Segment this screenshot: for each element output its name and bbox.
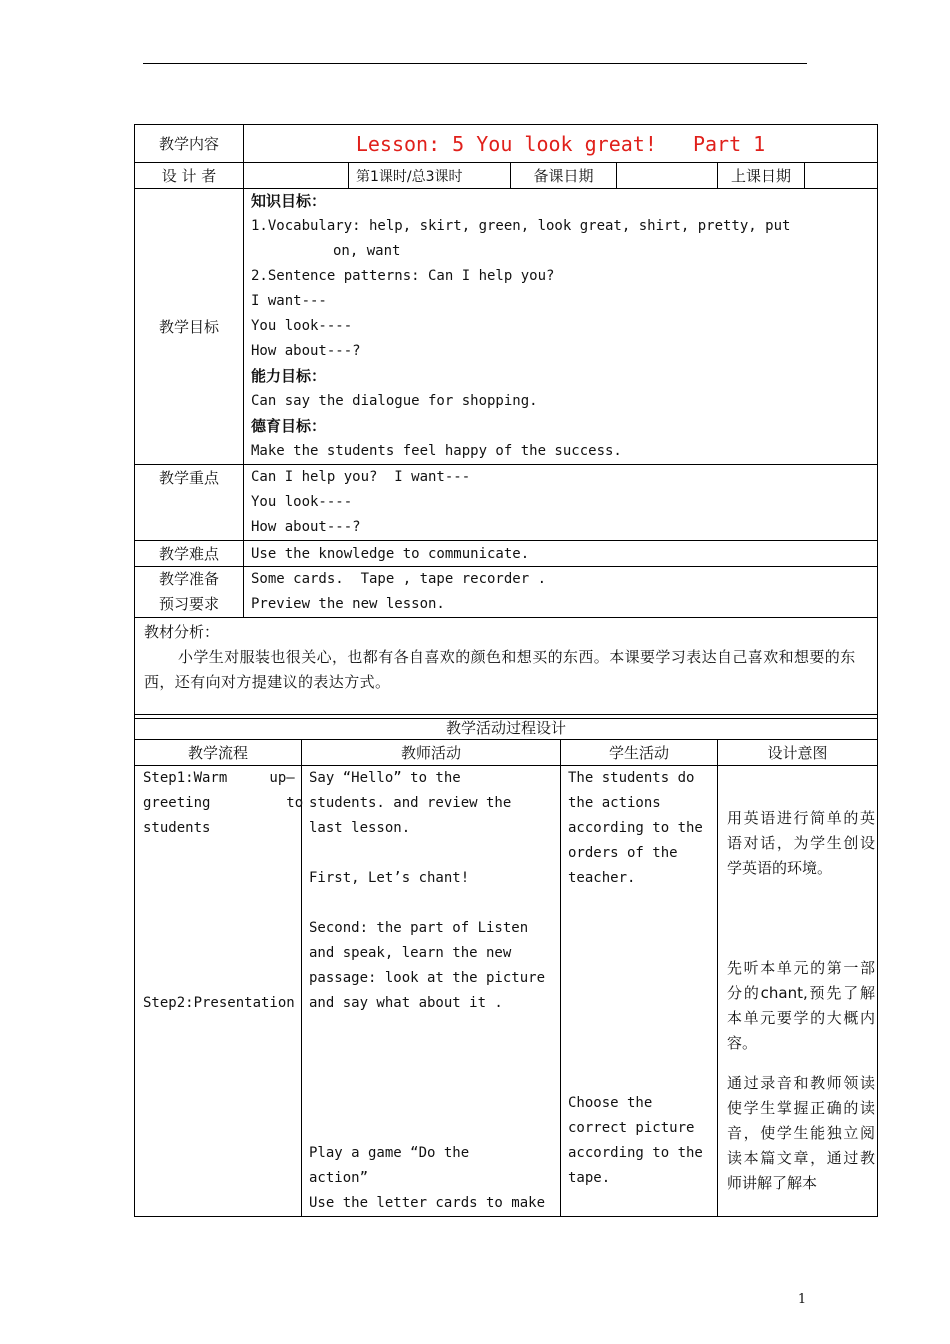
ability-text: Can say the dialogue for shopping. — [251, 393, 538, 409]
student-line — [568, 1041, 710, 1066]
objectives-label: 教学目标 — [135, 189, 244, 465]
pattern-want: I want--- — [251, 293, 327, 309]
intent-text-1: 用英语进行简单的英语对话，为学生创设学英语的环境。 — [727, 809, 876, 877]
student-cell — [561, 766, 718, 1217]
ability-heading: 能力目标： — [251, 367, 327, 385]
teacher-line — [309, 1116, 553, 1141]
student-line: the actions — [568, 795, 661, 811]
teacher-line — [309, 1041, 553, 1066]
teacher-line: students. and review the — [309, 795, 512, 811]
designer-value — [244, 163, 349, 189]
student-line: Choose the — [568, 1095, 653, 1111]
key-line: How about---? — [251, 519, 361, 535]
teacher-cell — [302, 766, 561, 1217]
class-date-value — [805, 163, 878, 189]
designer-label: 设 计 者 — [135, 163, 244, 189]
student-line — [568, 991, 710, 1016]
teacher-line: and speak, learn the new — [309, 945, 512, 961]
teacher-line — [309, 1091, 553, 1116]
student-line — [568, 941, 710, 966]
teacher-line — [309, 891, 553, 916]
preview-label: 预习要求 — [158, 595, 219, 613]
prep-date-label: 备课日期 — [511, 163, 617, 189]
teacher-line: Say “Hello” to the — [309, 770, 461, 786]
prep-text: Some cards. Tape , tape recorder . — [251, 571, 547, 587]
intent-cell — [718, 766, 878, 1217]
student-line: according to the — [568, 1145, 703, 1161]
student-line: orders of the — [568, 845, 678, 861]
prep-label: 教学准备 — [158, 570, 219, 588]
student-line — [568, 1016, 710, 1041]
analysis-text: 小学生对服装也很关心，也都有各自喜欢的颜色和想买的东西。本课要学习表达自己喜欢和想要的东西，还有向对方提建议的表达方式。 — [144, 648, 856, 691]
student-line: correct picture — [568, 1120, 695, 1136]
intent-text-2: 先听本单元的第一部分的chant,预先了解本单元要学的大概内容。 — [727, 959, 876, 1052]
content-label: 教学内容 — [135, 125, 244, 163]
moral-heading: 德育目标： — [251, 417, 327, 435]
header-flow: 教学流程 — [135, 740, 302, 766]
sentence-patterns-line: 2.Sentence patterns: Can I help you? — [251, 268, 555, 284]
lesson-title: Lesson: 5 You look great! Part 1 — [244, 125, 878, 163]
student-line — [568, 1066, 710, 1091]
objectives-cell — [244, 189, 878, 465]
analysis-label: 教材分析： — [144, 623, 220, 641]
teacher-line: Use the letter cards to make — [309, 1195, 546, 1211]
prep-preview-label — [135, 567, 244, 618]
header-teacher: 教师活动 — [302, 740, 561, 766]
teacher-line: and say what about it . — [309, 995, 503, 1011]
vocabulary-line-cont: on, want — [333, 243, 401, 259]
step1-line: greeting to — [143, 795, 304, 811]
period-info: 第1课时/总3课时 — [349, 163, 511, 189]
pattern-look: You look---- — [251, 318, 353, 334]
teacher-line: First, Let’s chant! — [309, 870, 470, 886]
student-line: teacher. — [568, 870, 636, 886]
teacher-line: Second: the part of Listen — [309, 920, 529, 936]
teacher-line: last lesson. — [309, 820, 411, 836]
flow-cell — [135, 766, 302, 1217]
key-line: You look---- — [251, 494, 353, 510]
analysis-cell — [135, 618, 878, 719]
teacher-line: action” — [309, 1170, 369, 1186]
difficulty-label: 教学难点 — [135, 541, 244, 567]
key-points-label: 教学重点 — [135, 465, 244, 541]
step1-line: students — [143, 820, 211, 836]
prep-preview-cell — [244, 567, 878, 618]
student-line: tape. — [568, 1170, 611, 1186]
teacher-line: passage: look at the picture — [309, 970, 546, 986]
student-line: according to the — [568, 820, 703, 836]
header-rule — [143, 63, 807, 64]
process-title: 教学活动过程设计 — [135, 715, 878, 740]
teacher-line — [309, 841, 553, 866]
pattern-how: How about---? — [251, 343, 361, 359]
step2-label: Step2:Presentation — [143, 995, 295, 1011]
teacher-line — [309, 1016, 553, 1041]
student-line — [568, 891, 710, 916]
teacher-line — [309, 1066, 553, 1091]
process-table — [134, 714, 878, 1217]
moral-text: Make the students feel happy of the success. — [251, 443, 622, 459]
lesson-plan-table — [134, 124, 878, 719]
key-points-cell — [244, 465, 878, 541]
step1-line: Step1:Warm up— — [143, 770, 295, 786]
student-line: The students do — [568, 770, 695, 786]
page-number: 1 — [797, 1292, 807, 1307]
preview-text: Preview the new lesson. — [251, 596, 445, 612]
header-intent: 设计意图 — [718, 740, 878, 766]
vocabulary-line: 1.Vocabulary: help, skirt, green, look great, shirt, pretty, put — [251, 218, 791, 234]
prep-date-value — [617, 163, 718, 189]
student-line — [568, 916, 710, 941]
teacher-line: Play a game “Do the — [309, 1145, 470, 1161]
student-line — [568, 966, 710, 991]
header-student: 学生活动 — [561, 740, 718, 766]
difficulty-text: Use the knowledge to communicate. — [244, 541, 878, 567]
knowledge-heading: 知识目标： — [251, 192, 327, 210]
intent-text-3: 通过录音和教师领读使学生掌握正确的读音，使学生能独立阅读本篇文章，通过教师讲解了解本 — [727, 1074, 876, 1192]
key-line: Can I help you? I want--- — [251, 469, 471, 485]
class-date-label: 上课日期 — [718, 163, 805, 189]
